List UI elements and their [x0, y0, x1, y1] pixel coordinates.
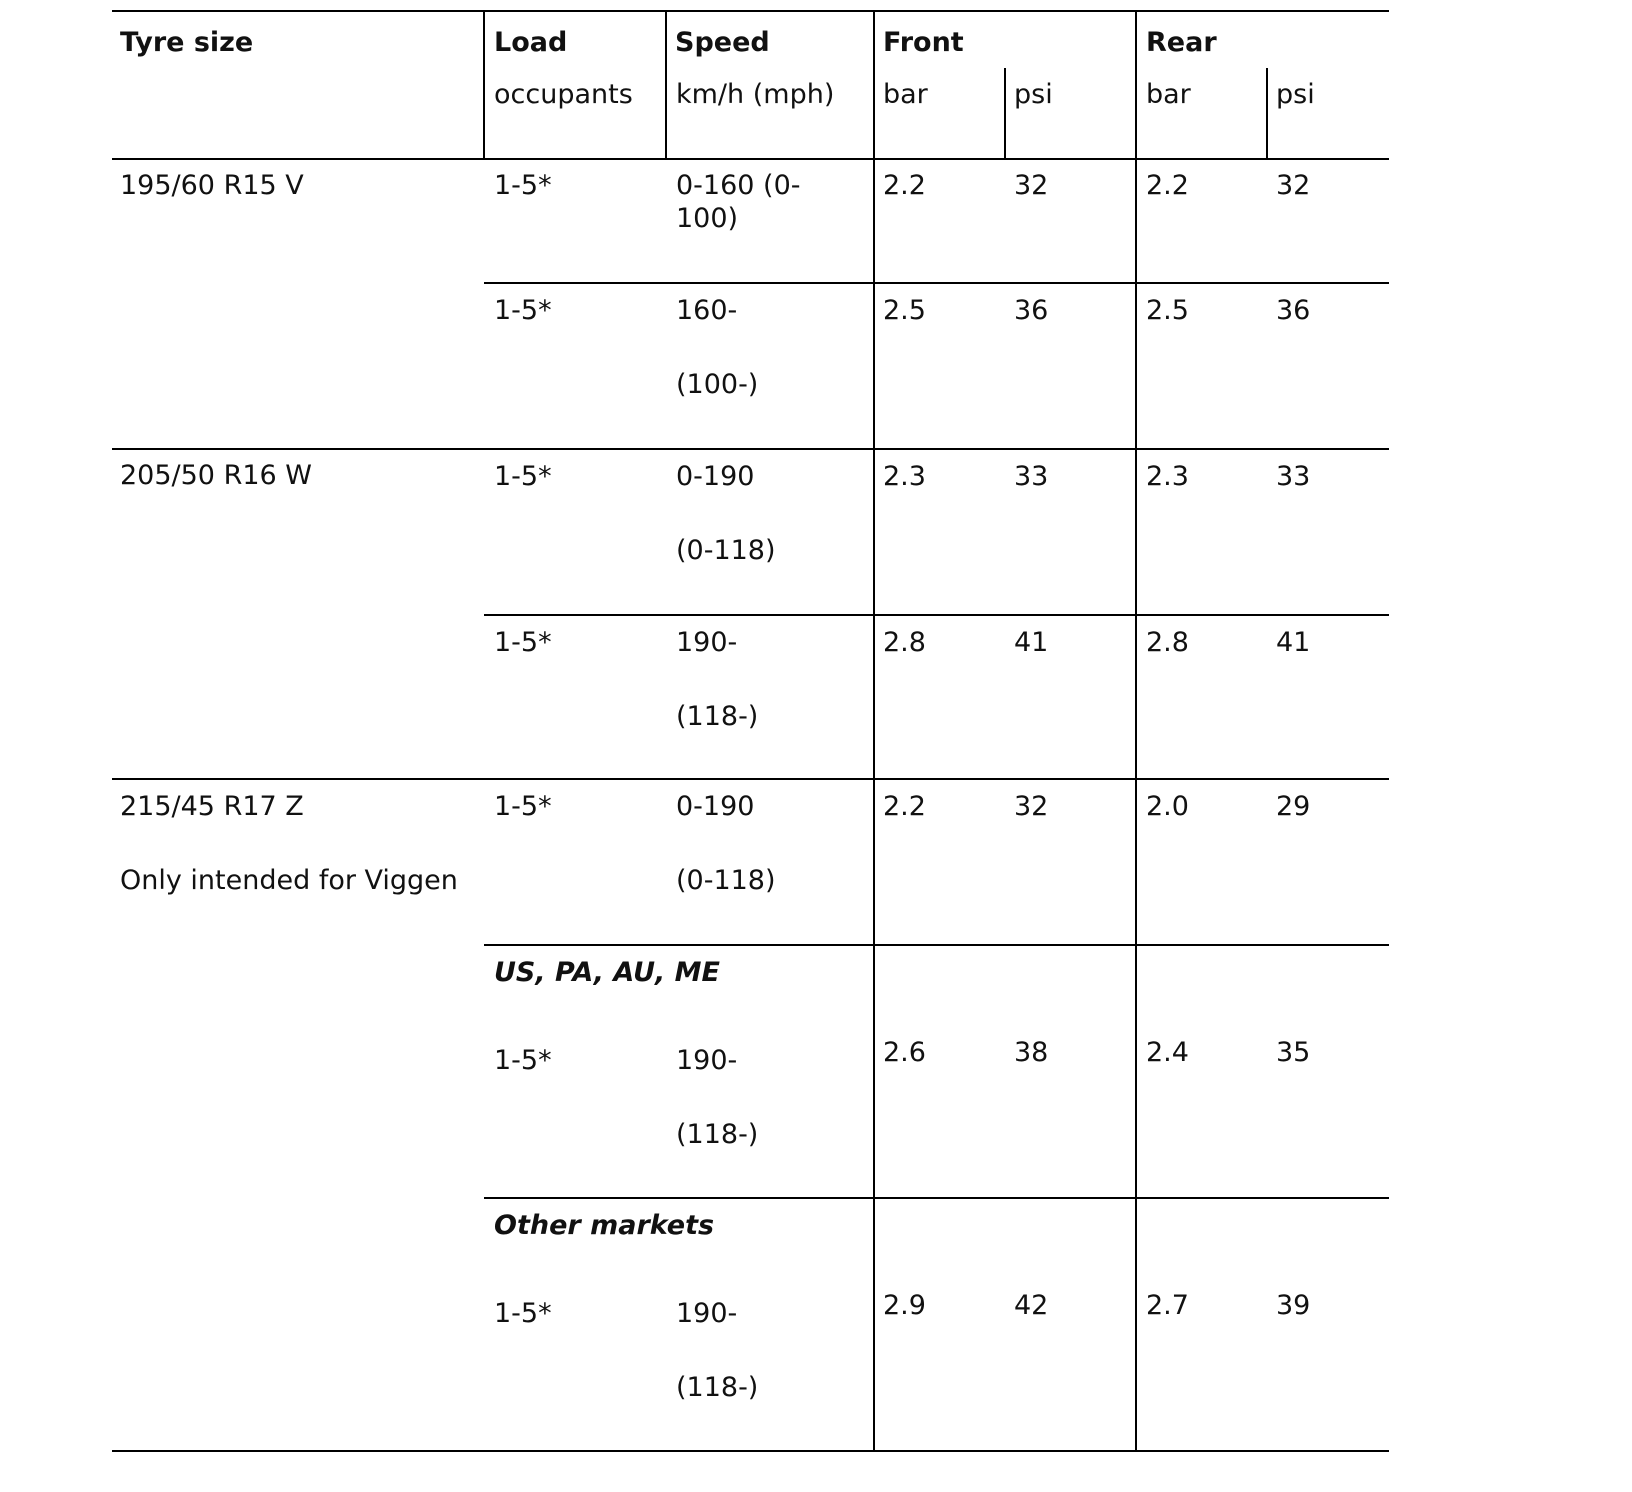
market-label: US, PA, AU, ME [494, 957, 720, 988]
column-divider [1135, 10, 1137, 1452]
market-label: Other markets [494, 1210, 715, 1241]
front-bar-cell: 2.2 [883, 791, 926, 822]
speed-cell: 0-160 (0- [676, 170, 801, 201]
speed-cell-line2: (100-) [676, 369, 759, 400]
header-load-unit: occupants [494, 79, 633, 110]
front-psi-cell: 33 [1014, 461, 1049, 492]
speed-cell-line2: (0-118) [676, 535, 776, 566]
load-cell: 1-5* [494, 170, 552, 201]
rear-psi-cell: 29 [1276, 791, 1311, 822]
load-cell: 1-5* [494, 461, 552, 492]
rear-bar-cell: 2.2 [1146, 170, 1189, 201]
load-cell: 1-5* [494, 1045, 552, 1076]
front-bar-cell: 2.6 [883, 1037, 926, 1068]
header-bottom-rule [112, 158, 1389, 160]
tyre-size-cell: 215/45 R17 Z [120, 791, 304, 822]
speed-cell-line2: (118-) [676, 701, 759, 732]
header-speed-unit: km/h (mph) [676, 79, 835, 110]
column-divider [665, 10, 667, 160]
speed-cell: 0-190 [676, 461, 755, 492]
subcolumn-divider [1266, 68, 1268, 160]
front-bar-cell: 2.8 [883, 627, 926, 658]
table-top-rule [112, 10, 1389, 12]
header-front: Front [883, 27, 964, 58]
front-psi-cell: 32 [1014, 791, 1049, 822]
rear-psi-cell: 39 [1276, 1290, 1311, 1321]
tyre-note: Only intended for Viggen [120, 865, 458, 896]
speed-cell: 0-190 [676, 791, 755, 822]
rear-psi-cell: 41 [1276, 627, 1311, 658]
column-divider [873, 10, 875, 1452]
header-load: Load [494, 27, 568, 58]
row-divider [484, 282, 1389, 284]
rear-bar-cell: 2.3 [1146, 461, 1189, 492]
header-front-psi: psi [1014, 79, 1053, 110]
load-cell: 1-5* [494, 1298, 552, 1329]
speed-cell-line2: (0-118) [676, 865, 776, 896]
header-tyre-size: Tyre size [120, 27, 254, 58]
row-divider [484, 614, 1389, 616]
speed-cell-line2: (118-) [676, 1119, 759, 1150]
rear-psi-cell: 32 [1276, 170, 1311, 201]
load-cell: 1-5* [494, 295, 552, 326]
header-rear: Rear [1146, 27, 1217, 58]
header-rear-psi: psi [1276, 79, 1315, 110]
row-divider [484, 1197, 1389, 1199]
speed-cell: 190- [676, 1045, 738, 1076]
column-divider [483, 10, 485, 160]
front-bar-cell: 2.5 [883, 295, 926, 326]
load-cell: 1-5* [494, 627, 552, 658]
rear-psi-cell: 36 [1276, 295, 1311, 326]
front-bar-cell: 2.9 [883, 1290, 926, 1321]
front-psi-cell: 41 [1014, 627, 1049, 658]
header-speed: Speed [675, 27, 770, 58]
rear-bar-cell: 2.4 [1146, 1037, 1189, 1068]
rear-bar-cell: 2.5 [1146, 295, 1189, 326]
table-bottom-rule [112, 1450, 1389, 1452]
header-front-bar: bar [883, 79, 928, 110]
rear-bar-cell: 2.7 [1146, 1290, 1189, 1321]
front-psi-cell: 38 [1014, 1037, 1049, 1068]
speed-cell-line2: 100) [676, 203, 739, 234]
front-psi-cell: 42 [1014, 1290, 1049, 1321]
tyre-size-cell: 205/50 R16 W [120, 460, 312, 491]
speed-cell-line2: (118-) [676, 1372, 759, 1403]
rear-bar-cell: 2.8 [1146, 627, 1189, 658]
speed-cell: 190- [676, 1298, 738, 1329]
speed-cell: 190- [676, 627, 738, 658]
group-divider [112, 448, 1389, 450]
front-bar-cell: 2.2 [883, 170, 926, 201]
tyre-size-cell: 195/60 R15 V [120, 170, 304, 201]
row-divider [484, 944, 1389, 946]
header-rear-bar: bar [1146, 79, 1191, 110]
speed-cell: 160- [676, 295, 738, 326]
group-divider [112, 778, 1389, 780]
rear-psi-cell: 35 [1276, 1037, 1311, 1068]
subcolumn-divider [1004, 68, 1006, 160]
front-psi-cell: 36 [1014, 295, 1049, 326]
front-psi-cell: 32 [1014, 170, 1049, 201]
load-cell: 1-5* [494, 791, 552, 822]
rear-bar-cell: 2.0 [1146, 791, 1189, 822]
rear-psi-cell: 33 [1276, 461, 1311, 492]
front-bar-cell: 2.3 [883, 461, 926, 492]
